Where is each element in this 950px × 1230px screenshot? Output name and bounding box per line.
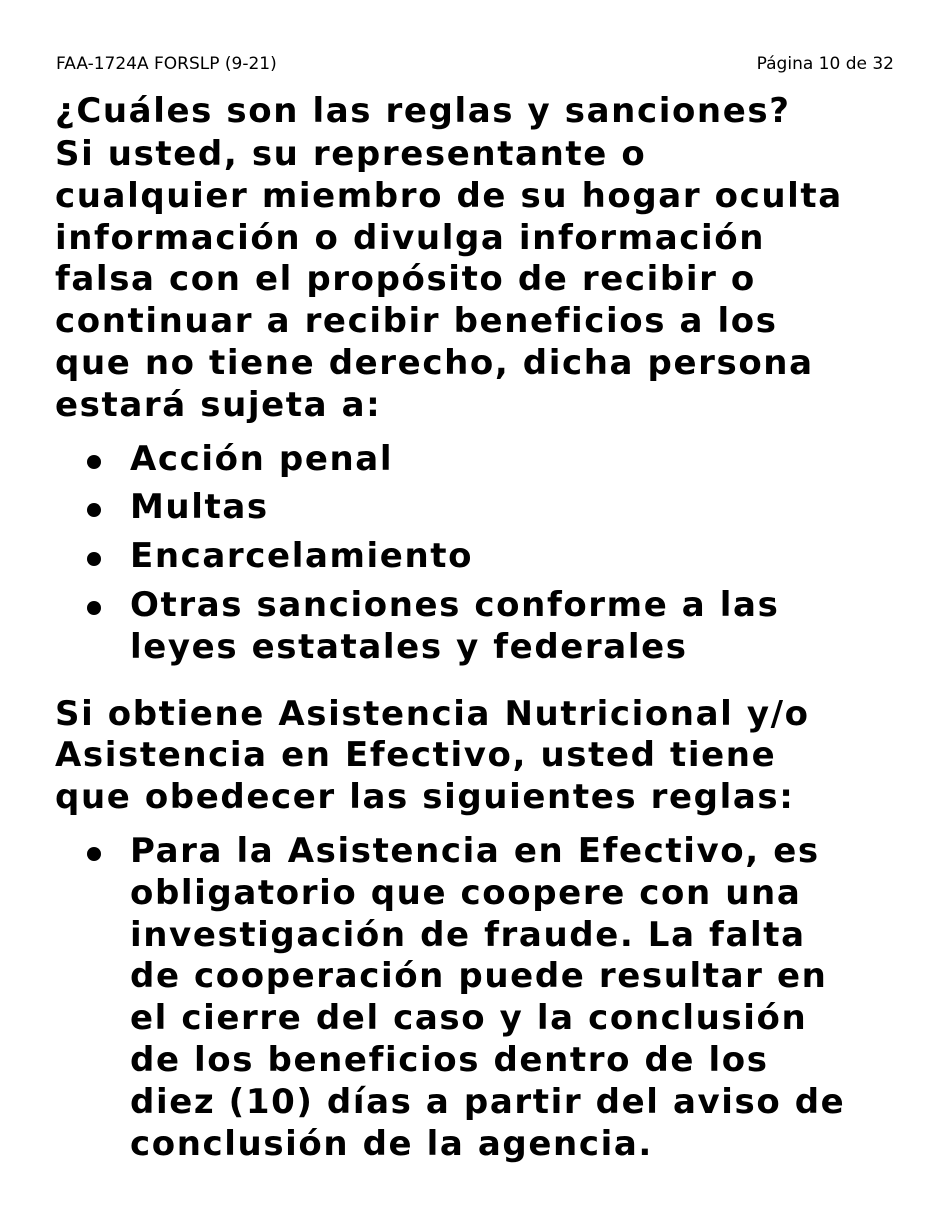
list-item-line: el cierre del caso y la conclusión [130, 998, 808, 1039]
section-heading: ¿Cuáles son las reglas y sanciones? [55, 91, 791, 131]
list-item [55, 439, 905, 481]
form-id: FAA-1724A FORSLP (9-21) [56, 54, 277, 74]
rules-list [55, 831, 905, 1165]
rules-intro-line: Asistencia en Efectivo, usted tiene [55, 735, 777, 776]
rules-intro-line: que obedecer las siguientes reglas: [55, 777, 795, 818]
page-header [56, 53, 894, 77]
rules-intro-paragraph [55, 694, 905, 819]
list-item-line: Encarcelamiento [130, 536, 474, 577]
list-item [55, 831, 905, 1165]
list-item [55, 585, 905, 669]
list-item-line: de cooperación puede resultar en [130, 956, 828, 997]
list-item-line: Acción penal [130, 438, 394, 479]
intro-line: que no tiene derecho, dicha persona [55, 342, 814, 383]
list-item-line: leyes estatales y federales [130, 626, 688, 667]
bullet-icon [87, 847, 101, 861]
intro-paragraph [55, 134, 905, 427]
intro-line: Si usted, su representante o [55, 134, 647, 174]
page-number: Página 10 de 32 [756, 54, 894, 74]
bullet-icon [87, 455, 101, 469]
bullet-icon [87, 552, 101, 566]
list-item-line: Multas [130, 487, 269, 528]
intro-line: cualquier miembro de su hogar oculta [55, 175, 843, 216]
intro-line: falsa con el propósito de recibir o [55, 259, 756, 300]
list-item-line: obligatorio que coopere con una [130, 872, 802, 913]
list-item-line: conclusión de la agencia. [130, 1123, 653, 1164]
bullet-icon [87, 503, 101, 517]
list-item-line: de los beneficios dentro de los [130, 1039, 769, 1080]
main-content [55, 88, 905, 1165]
intro-line: estará sujeta a: [55, 384, 382, 425]
intro-line: continuar a recibir beneficios a los [55, 301, 778, 342]
bullet-icon [87, 601, 101, 615]
intro-line: información o divulga información [55, 217, 766, 258]
rules-intro-line: Si obtiene Asistencia Nutricional y/o [55, 693, 810, 734]
list-item-line: investigación de fraude. La falta [130, 914, 806, 955]
penalties-list [55, 439, 905, 669]
list-item-line: diez (10) días a partir del aviso de [130, 1081, 846, 1122]
list-item-line: Otras sanciones conforme a las [130, 584, 780, 625]
list-item [55, 536, 905, 578]
list-item-line: Para la Asistencia en Efectivo, es [130, 830, 820, 871]
list-item [55, 487, 905, 529]
